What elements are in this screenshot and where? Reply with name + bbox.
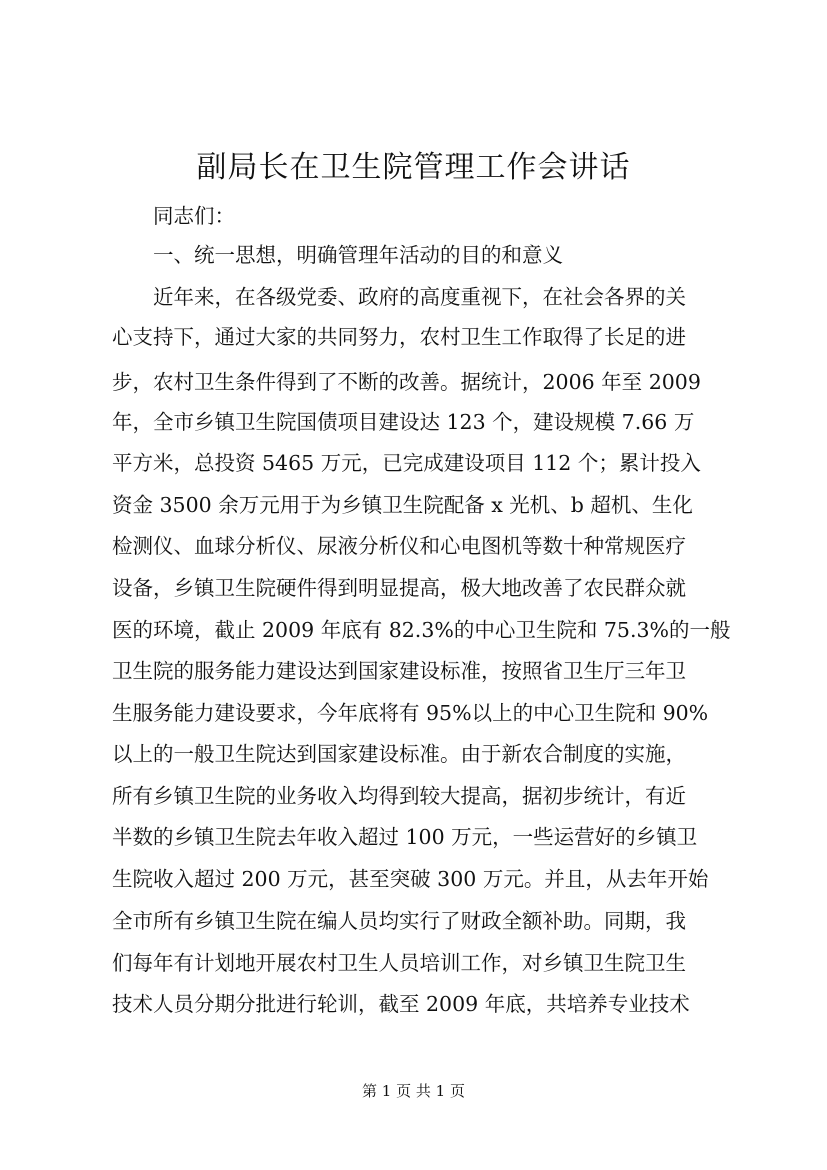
paragraph-line: 设备，乡镇卫生院硬件得到明显提高，极大地改善了农民群众就 (112, 576, 686, 600)
paragraph-line: 全市所有乡镇卫生院在编人员均实行了财政全额补助。同期，我 (112, 909, 686, 933)
paragraph-line: 们每年有计划地开展农村卫生人员培训工作，对乡镇卫生院卫生 (112, 951, 686, 975)
paragraph-line: 生服务能力建设要求，今年底将有 95%以上的中心卫生院和 90% (112, 701, 709, 725)
greeting: 同志们： (153, 204, 235, 228)
paragraph-line: 所有乡镇卫生院的业务收入均得到较大提高，据初步统计，有近 (112, 784, 686, 808)
paragraph-line: 心支持下，通过大家的共同努力，农村卫生工作取得了长足的进 (112, 325, 686, 349)
paragraph-line: 平方米，总投资 5465 万元，已完成建设项目 112 个；累计投入 (112, 451, 701, 475)
paragraph-line: 技术人员分期分批进行轮训，截至 2009 年底，共培养专业技术 (112, 992, 690, 1016)
paragraph-line: 半数的乡镇卫生院去年收入超过 100 万元，一些运营好的乡镇卫 (112, 825, 698, 849)
page-number-footer: 第 1 页 共 1 页 (362, 1082, 465, 1100)
paragraph-line: 资金 3500 余万元用于为乡镇卫生院配备 x 光机、b 超机、生化 (112, 493, 693, 517)
paragraph-line: 年，全市乡镇卫生院国债项目建设达 123 个，建设规模 7.66 万 (112, 410, 695, 434)
paragraph-line: 生院收入超过 200 万元，甚至突破 300 万元。并且，从去年开始 (112, 867, 709, 891)
paragraph-line: 步，农村卫生条件得到了不断的改善。据统计，2006 年至 2009 (112, 370, 701, 394)
paragraph-line: 以上的一般卫生院达到国家建设标准。由于新农合制度的实施， (112, 742, 686, 766)
paragraph-line: 卫生院的服务能力建设达到国家建设标准，按照省卫生厅三年卫 (112, 659, 686, 683)
paragraph-line: 医的环境，截止 2009 年底有 82.3%的中心卫生院和 75.3%的一般 (112, 618, 731, 642)
section-heading: 一、统一思想，明确管理年活动的目的和意义 (153, 243, 563, 267)
paragraph-line: 近年来，在各级党委、政府的高度重视下，在社会各界的关 (153, 285, 686, 309)
document-title: 副局长在卫生院管理工作会讲话 (196, 150, 631, 185)
paragraph-line: 检测仪、血球分析仪、尿液分析仪和心电图机等数十种常规医疗 (112, 534, 686, 558)
